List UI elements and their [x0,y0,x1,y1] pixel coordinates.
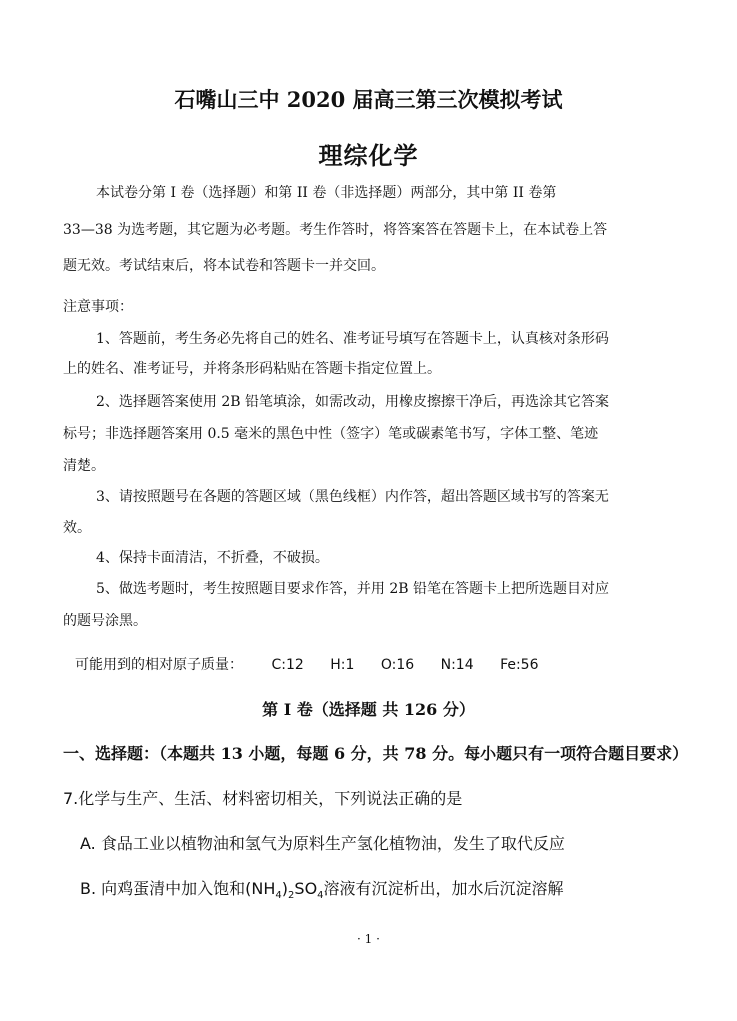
note-line: 4、保持卡面清洁，不折叠，不破损。 [96,550,329,566]
subscript: 4 [317,890,324,902]
note-line: 的题号涂黑。 [63,613,147,629]
page-number: · 1 · [357,932,380,946]
atomic-masses-label: 可能用到的相对原子质量： [75,657,243,673]
mass-value: H:1 [330,657,355,673]
option-b-text: SO [294,879,318,898]
option-b-text: B. 向鸡蛋清中加入饱和(NH [80,879,276,898]
note-line: 5、做选考题时，考生按照题目要求作答，并用 2B 铅笔在答题卡上把所选题目对应 [96,581,610,597]
note-line: 效。 [63,520,91,536]
subscript: 2 [288,890,295,902]
exam-title: 石嘴山三中 2020 届高三第三次模拟考试 [174,87,563,112]
notes-heading: 注意事项： [63,299,133,315]
atomic-masses [75,654,561,674]
option-a: A. 食品工业以植物油和氢气为原料生产氢化植物油，发生了取代反应 [80,834,565,853]
subscript: 4 [275,890,282,902]
note-line: 2、选择题答案使用 2B 铅笔填涂，如需改动，用橡皮擦擦干净后，再选涂其它答案 [96,394,610,410]
exam-subtitle: 理综化学 [318,141,419,170]
intro-line-2: 33—38 为选考题，其它题为必考题。考生作答时，将答案答在答题卡上，在本试卷上答 [63,222,608,238]
note-line: 标号；非选择题答案用 0.5 毫米的黑色中性（签字）笔或碳素笔书写，字体工整、笔迹 [63,426,599,442]
question-stem: 7.化学与生产、生活、材料密切相关，下列说法正确的是 [63,789,463,808]
note-line: 上的姓名、准考证号，并将条形码粘贴在答题卡指定位置上。 [63,361,441,377]
intro-line-3: 题无效。考试结束后，将本试卷和答题卡一并交回。 [63,258,385,274]
note-line: 3、请按照题号在各题的答题区域（黑色线框）内作答，超出答题区域书写的答案无 [96,489,609,505]
note-line: 清楚。 [63,458,105,474]
mass-value: N:14 [440,657,474,673]
section-heading: 第 I 卷（选择题 共 126 分） [262,700,475,719]
option-b-text: ) [281,879,289,898]
mass-value: Fe:56 [500,657,539,673]
option-b-text: 溶液有沉淀析出，加水后沉淀溶解 [323,879,564,898]
option-b [80,876,564,901]
note-line: 1、答题前，考生务必先将自己的姓名、准考证号填写在答题卡上，认真核对条形码 [96,331,609,347]
part-heading: 一、选择题：（本题共 13 小题，每题 6 分，共 78 分。每小题只有一项符合题目要求） [63,744,689,763]
mass-value: C:12 [271,657,304,673]
intro-line-1: 本试卷分第 I 卷（选择题）和第 II 卷（非选择题）两部分，其中第 II 卷第 [96,185,557,201]
mass-value: O:16 [380,657,415,673]
